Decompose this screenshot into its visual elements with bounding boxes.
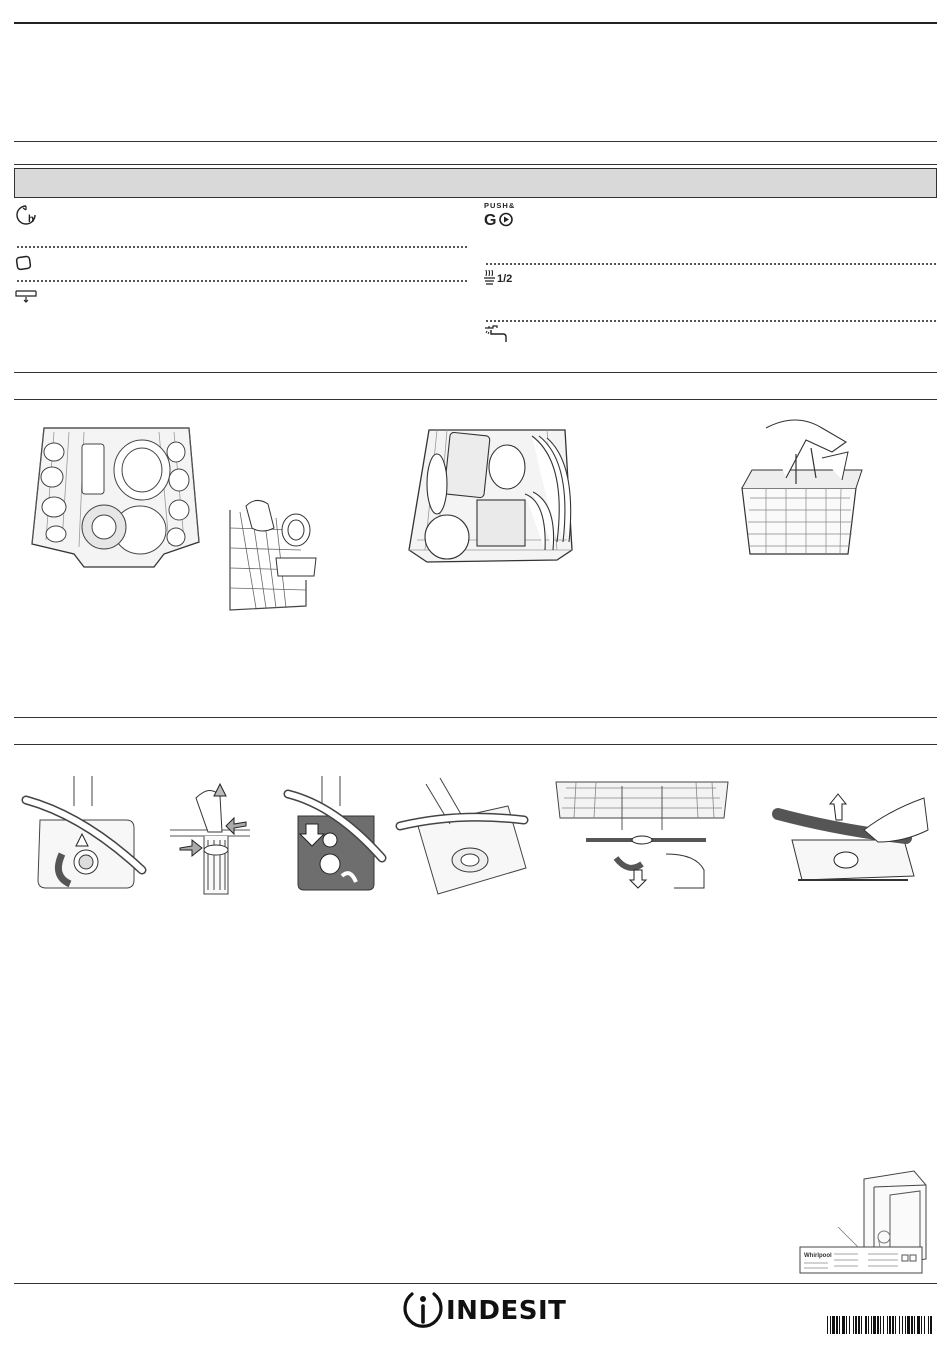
rating-plate-figure (798, 1167, 940, 1275)
upper-rack-figure (407, 422, 577, 580)
barcode-bar (928, 1316, 929, 1334)
barcode-bar (905, 1316, 906, 1334)
dotted-separator (486, 263, 936, 265)
tablet-icon (15, 255, 33, 271)
lower-rack-figure (24, 422, 204, 580)
indesit-logo (402, 1288, 567, 1334)
barcode-bar (877, 1316, 879, 1334)
dotted-separator (486, 320, 936, 322)
foldable-rack-figure (226, 498, 322, 618)
dotted-separator (17, 280, 467, 282)
barcode-bar (861, 1316, 862, 1334)
barcode-bar (858, 1316, 860, 1334)
barcode-bar (911, 1316, 913, 1334)
barcode-bar (917, 1316, 920, 1334)
dotted-separator (17, 246, 467, 248)
barcode-bar (880, 1316, 881, 1334)
barcode-bar (868, 1316, 869, 1334)
plate-brand-text: Whirlpool (804, 1253, 832, 1259)
lower-spray-arm-figure (778, 790, 930, 884)
upper-spray-arm-figure (556, 778, 728, 890)
footer-rule (14, 1283, 937, 1284)
barcode-bar (839, 1316, 840, 1334)
barcode-bar (895, 1316, 896, 1334)
delay-label: h (28, 214, 35, 225)
barcode-bar (865, 1316, 867, 1334)
section-rule (14, 717, 937, 718)
push-go-icon (484, 200, 524, 228)
half-load-icon (483, 268, 517, 286)
drying-icon (14, 288, 38, 304)
barcode-bar (871, 1316, 872, 1334)
barcode-bar (889, 1316, 891, 1334)
barcode-bar (921, 1316, 922, 1334)
push-label: PUSH& (484, 201, 516, 210)
barcode-bar (873, 1316, 876, 1334)
barcode (827, 1316, 935, 1334)
logo-wordmark: INDESIT (446, 1296, 567, 1326)
half-load-label: 1/2 (497, 273, 513, 285)
section-rule (14, 399, 937, 400)
cutlery-basket-figure (736, 418, 866, 560)
barcode-bar (830, 1316, 831, 1334)
barcode-bar (827, 1316, 828, 1334)
spray-arm-removal-figure (24, 776, 144, 896)
section-rule (14, 372, 937, 373)
top-rule (14, 22, 937, 24)
filter-removal-figure (170, 776, 252, 896)
section-rule (14, 141, 937, 142)
barcode-bar (892, 1316, 894, 1334)
barcode-bar (836, 1316, 838, 1334)
barcode-bar (855, 1316, 857, 1334)
barcode-bar (849, 1316, 850, 1334)
barcode-bar (846, 1316, 847, 1334)
barcode-bar (930, 1316, 932, 1334)
go-letter: G (484, 212, 497, 228)
barcode-bar (887, 1316, 888, 1334)
barcode-bar (907, 1316, 910, 1334)
barcode-bar (899, 1316, 900, 1334)
barcode-bar (842, 1316, 845, 1334)
section-rule (14, 744, 937, 745)
barcode-bar (832, 1316, 835, 1334)
section-rule (14, 164, 937, 165)
filter-reinsert-figure (398, 776, 528, 896)
barcode-bar (924, 1316, 925, 1334)
barcode-bar (902, 1316, 903, 1334)
filter-unscrew-figure (286, 776, 384, 896)
barcode-bar (914, 1316, 915, 1334)
barcode-bar (853, 1316, 854, 1334)
barcode-bar (883, 1316, 884, 1334)
delay-start-icon (14, 204, 38, 226)
rinse-tap-icon (483, 324, 509, 344)
options-header-band (14, 168, 937, 198)
